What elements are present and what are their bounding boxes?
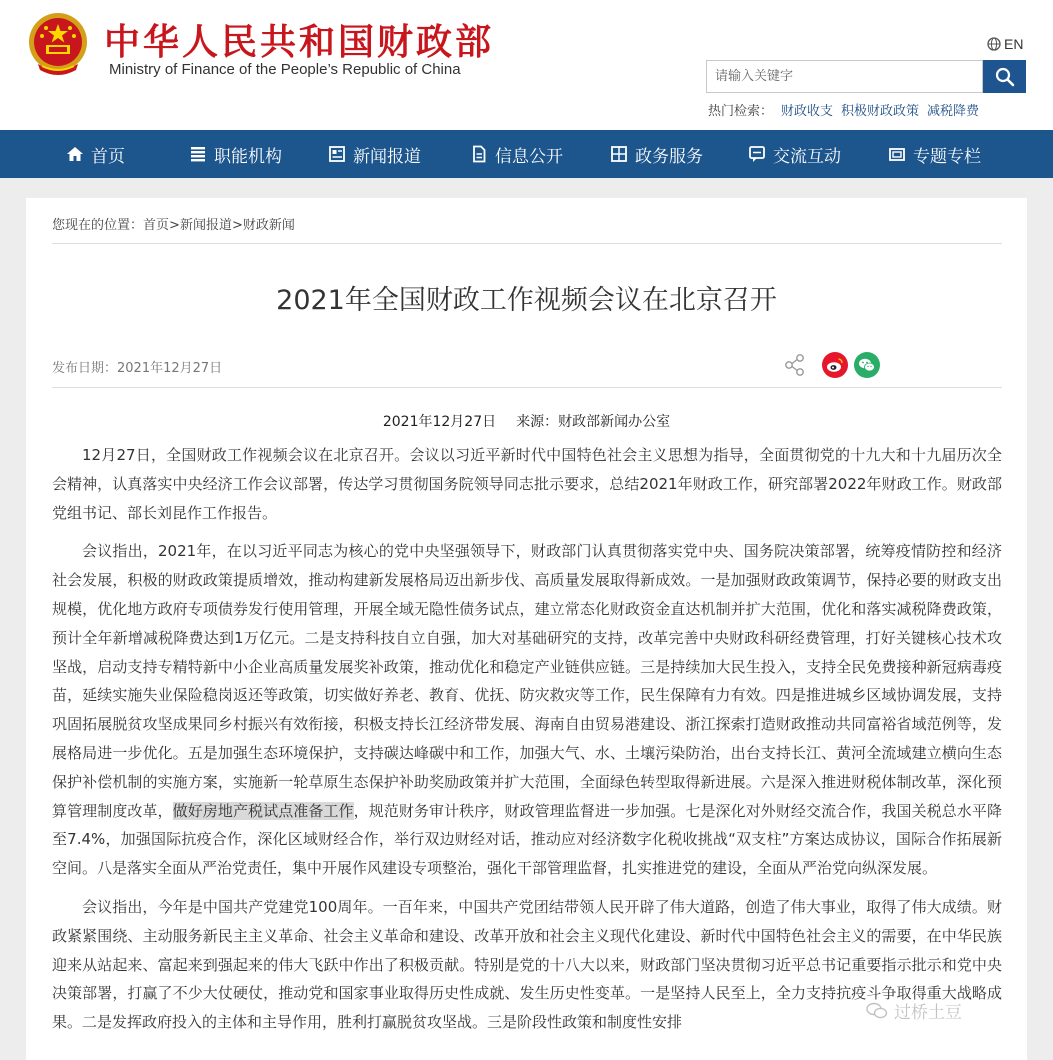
hot-search-term[interactable]: 财政收支 — [781, 104, 834, 119]
document-icon — [470, 145, 488, 163]
nav-label: 信息公开 — [495, 146, 563, 167]
hot-search-term[interactable]: 积极财政政策 — [841, 104, 920, 119]
search-button[interactable] — [983, 60, 1026, 93]
share-icon[interactable] — [782, 352, 808, 378]
main-nav — [0, 130, 1053, 178]
nav-item-departments[interactable] — [189, 130, 282, 178]
newspaper-icon — [328, 145, 346, 163]
nav-item-special-topics[interactable] — [888, 130, 981, 178]
paragraph-text: 会议指出，2021年，在以习近平同志为核心的党中央坚强领导下，财政部门认真贯彻落实党中央、国务院决策部署，统筹疫情防控和经济社会发展，积极的财政政策提质增效，推动构建新发展格局迈出新步伐、高质量发展取得新成效。一是加强财政政策调节，保持必要的财政支出规模，优化地方政府专项债券发行使用管理，开展全域无隐性债务试点，建立常态化财政资金直达机制并扩大范围，优化和落实减税降费政策，预计全年新增减税降费达到1万亿元。二是支持科技自立自强，加大对基础研究的支持，改革完善中央财政科研经费管理，打好关键核心技术攻坚战，启动支持专精特新中小企业高质量发展奖补政策，推动优化和稳定产业链供应链。三是持续加大民生投入，支持全民免费接种新冠病毒疫苗，延续实施失业保险稳岗返还等政策，切实做好养老、教育、优抚、防灾救灾等工作，民生保障有力有效。四是推进城乡区域协调发展，支持巩固拓展脱贫攻坚成果同乡村振兴有效衔接，积极支持长江经济带发展、海南自由贸易港建设、浙江探索打造财政推动共同富裕省域范例等，发展格局进一步优化。五是加强生态环境保护，支持碳达峰碳中和工作，加强大气、水、土壤污染防治，出台支持长江、黄河全流域建立横向生态保护补偿机制的实施方案，实施新一轮草原生态保护补助奖励政策并扩大范围，全面绿色转型取得新进展。六是深入推进财税体制改革，深化预算管理制度改革， — [52, 542, 1002, 820]
share-bar — [782, 352, 880, 378]
article-title: 2021年全国财政工作视频会议在北京召开 — [276, 285, 777, 316]
breadcrumb-separator: > — [231, 218, 243, 233]
nav-item-gov-services[interactable] — [610, 130, 703, 178]
divider — [52, 387, 1002, 388]
breadcrumb-link-home[interactable]: 首页 — [143, 218, 170, 233]
breadcrumb-link-news[interactable]: 新闻报道 — [179, 218, 232, 233]
article-date: 2021年12月27日 — [382, 414, 497, 430]
breadcrumb-separator: > — [169, 218, 180, 233]
wechat-watermark — [866, 998, 962, 1023]
wechat-watermark-icon — [866, 1002, 888, 1020]
breadcrumb-link-finance-news[interactable]: 财政新闻 — [242, 218, 295, 233]
folder-icon — [888, 145, 906, 163]
national-emblem-logo[interactable] — [24, 10, 92, 78]
article-source: 来源：财政部新闻办公室 — [516, 414, 671, 430]
hot-search-label: 热门检索： — [708, 104, 774, 119]
article-paragraph: 12月27日，全国财政工作视频会议在北京召开。会议以习近平新时代中国特色社会主义思想为指导，全面贯彻党的十九大和十九届历次全会精神，认真落实中央经济工作会议部署，传达学习贯彻国务院领导同志批示要求，总结2021年财政工作，研究部署2022年财政工作。财政部党组书记、部长刘昆作工作报告。 — [52, 446, 1002, 522]
nav-label: 交流互动 — [773, 146, 841, 167]
article-paragraph: 会议指出，今年是中国共产党建党100周年。一百年来，中国共产党团结带领人民开辟了伟大道路，创造了伟大事业，取得了伟大成绩。财政紧紧围绕、主动服务新民主主义革命、社会主义革命和建设、改革开放和社会主义现代化建设、新时代中国特色社会主义的需要，在中华民族迎来从站起来、富起来到强起来的伟大飞跃中作出了积极贡献。特别是党的十八大以来，财政部门坚决贯彻习近平总书记重要指示批示和党中央决策部署，打赢了不少大仗硬仗，推动党和国家事业取得历史性成就、发生历史性变革。一是坚持人民至上，全力支持抗疫斗争取得重大战略成果。二是发挥政府投入的主体和主导作用，胜利打赢脱贫攻坚战。三是阶段性政策和制度性安排 — [52, 897, 1002, 1032]
nav-label: 政务服务 — [635, 146, 703, 167]
article-source-line — [26, 411, 1027, 431]
list-icon — [189, 145, 207, 163]
divider — [52, 243, 1002, 244]
language-label: EN — [1004, 36, 1024, 52]
article-container — [26, 198, 1027, 1060]
breadcrumb — [52, 214, 295, 233]
site-header — [0, 0, 1053, 130]
watermark-text: 过桥土豆 — [894, 1003, 962, 1023]
home-icon — [66, 145, 84, 163]
paragraph-text: ，规范财务审计秩序，财政管理监督进一步加强。七是深化对外财经交流合作，我国关税总水平降至7.4%，加强国际抗疫合作，深化区域财经合作，举行双边财经对话，推动应对经济数字化税收挑战“双支柱”方案达成协议，国际合作拓展新空间。八是落实全面从严治党责任，集中开展作风建设专项整治，强化干部管理监督，扎实推进党的建设，全面从严治党向纵深发展。 — [52, 801, 1002, 878]
highlighted-text: 做好房地产税试点准备工作 — [172, 801, 354, 820]
nav-item-home[interactable] — [66, 130, 125, 178]
globe-icon — [987, 37, 1001, 51]
publish-date: 发布日期：2021年12月27日 — [52, 361, 223, 376]
hot-search — [708, 100, 979, 119]
breadcrumb-prefix: 您现在的位置： — [52, 218, 144, 233]
weibo-icon[interactable] — [822, 352, 848, 378]
nav-item-news[interactable] — [328, 130, 421, 178]
article-paragraph — [52, 537, 1002, 883]
search-icon — [995, 67, 1015, 87]
search-input[interactable] — [707, 61, 982, 92]
search-box — [706, 60, 983, 93]
nav-item-info-disclosure[interactable] — [470, 130, 563, 178]
wechat-icon[interactable] — [854, 352, 880, 378]
nav-label: 首页 — [91, 146, 125, 167]
nav-label: 职能机构 — [214, 146, 282, 167]
nav-label: 新闻报道 — [353, 146, 421, 167]
nav-item-interaction[interactable] — [748, 130, 841, 178]
site-title-english[interactable]: Ministry of Finance of the People’s Republic of China — [109, 61, 461, 78]
hot-search-term[interactable]: 减税降费 — [927, 104, 980, 119]
article-body — [52, 441, 1002, 1047]
language-switch[interactable] — [987, 36, 1023, 52]
services-icon — [610, 145, 628, 163]
nav-label: 专题专栏 — [913, 146, 981, 167]
chat-icon — [748, 145, 766, 163]
site-title-chinese[interactable]: 中华人民共和国财政部 — [104, 22, 495, 63]
